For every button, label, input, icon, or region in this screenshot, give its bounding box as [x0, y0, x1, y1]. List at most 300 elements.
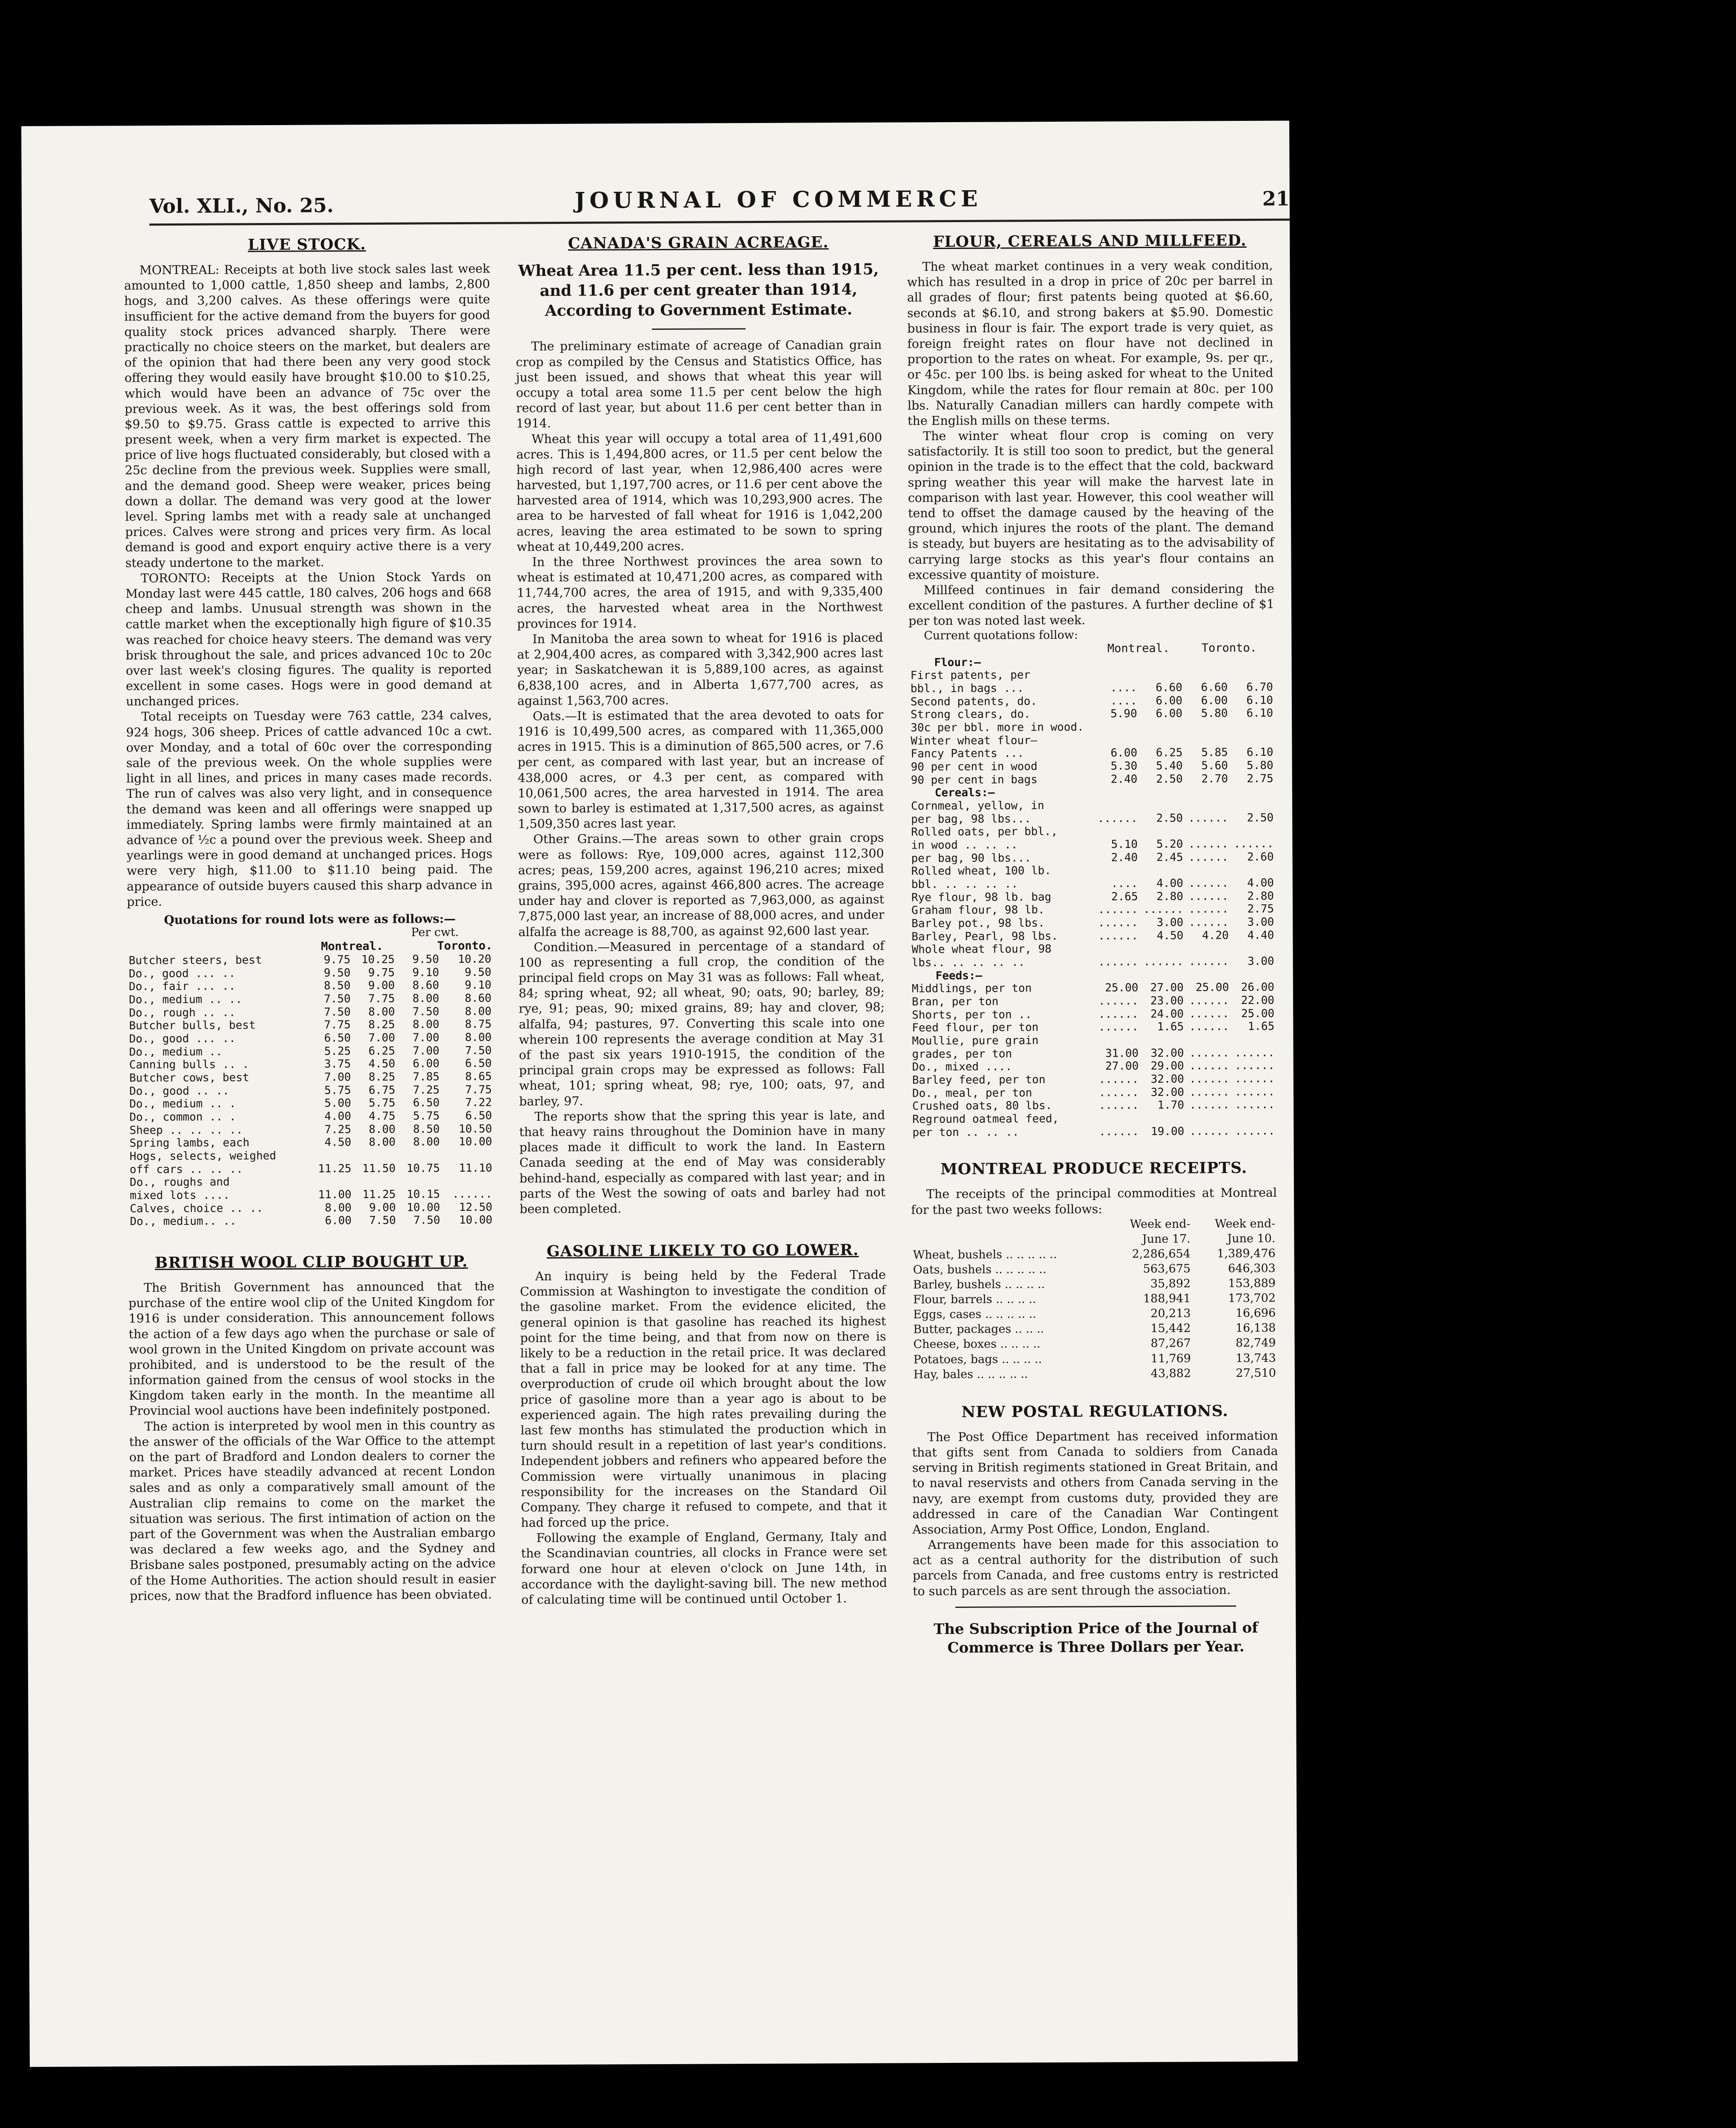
row-label: Cheese, boxes .. .. .. ..	[913, 1337, 1041, 1351]
price-cell: ......	[1235, 1085, 1275, 1098]
price-cell: 7.75	[465, 1083, 492, 1096]
price-cell	[1230, 864, 1276, 877]
price-cell: 5.10	[1111, 838, 1138, 851]
row-label: 90 per cent in bags	[911, 773, 1038, 787]
table-row	[911, 1098, 1276, 1113]
price-cell: 4.20	[1202, 929, 1229, 942]
row-label: Cornmeal, yellow, in	[911, 799, 1045, 813]
row-label: Graham flour, 98 lb.	[911, 904, 1045, 917]
price-cell: 2.75	[1247, 772, 1273, 785]
price-cell: ......	[1189, 1073, 1230, 1086]
row-label: Whole wheat flour, 98	[911, 943, 1052, 956]
price-cell: 8.00	[368, 1123, 396, 1136]
price-cell: 19.00	[1151, 1125, 1185, 1138]
row-label: Middlings, per ton	[911, 982, 1032, 995]
price-cell	[1230, 733, 1275, 746]
table-row	[910, 981, 1276, 995]
price-cell: ......	[1234, 1046, 1275, 1059]
price-cell: 9.10	[412, 966, 439, 979]
price-cell	[1231, 968, 1276, 981]
price-cell: 5.40	[1156, 759, 1183, 772]
price-cell	[1185, 824, 1230, 838]
price-cell: ......	[1189, 1098, 1230, 1112]
price-cell: ......	[1099, 1099, 1139, 1112]
postal-article	[912, 1428, 1279, 1599]
price-cell: 8.65	[465, 1070, 492, 1083]
price-cell: 10.75	[406, 1161, 440, 1175]
gasoline-title: GASOLINE LIKELY TO GO LOWER.	[546, 1241, 859, 1261]
price-cell: 8.00	[412, 992, 440, 1005]
price-cell	[1186, 1112, 1231, 1125]
price-cell: 8.00	[413, 1136, 440, 1149]
price-cell: 6.50	[465, 1057, 492, 1070]
table-row	[909, 746, 1275, 761]
price-cell: 10.50	[459, 1122, 492, 1136]
row-label: Do., good ... ..	[129, 1032, 236, 1046]
price-cell: 3.00	[1156, 916, 1184, 929]
price-cell: 11.50	[362, 1162, 396, 1175]
table-row	[128, 1096, 494, 1111]
col-toronto: Toronto.	[437, 939, 493, 953]
price-cell: 5.85	[1201, 746, 1228, 759]
receipt-cell: 2,286,654	[1132, 1247, 1191, 1261]
price-cell: ......	[1234, 1072, 1275, 1086]
price-cell: 3.75	[324, 1058, 351, 1071]
price-cell: 10.25	[361, 953, 395, 966]
table-row	[909, 838, 1275, 852]
table-row	[910, 877, 1276, 891]
produce-intro: The receipts of the principal commodities at Montreal for the past two weeks follows:	[911, 1186, 1277, 1217]
row-label: Reground oatmeal feed,	[912, 1112, 1059, 1126]
row-label: 90 per cent in wood	[911, 760, 1038, 774]
row-label: Barley, bushels .. .. .. ..	[913, 1278, 1045, 1292]
row-label: mixed lots ....	[129, 1189, 230, 1202]
price-cell: 6.50	[324, 1032, 351, 1045]
price-cell: 7.85	[413, 1070, 440, 1084]
price-cell: 8.25	[368, 1070, 395, 1084]
price-cell: 11.10	[459, 1161, 492, 1175]
table-row	[911, 1291, 1277, 1307]
price-cell: 7.00	[324, 1071, 351, 1084]
price-cell: 9.75	[368, 966, 395, 979]
price-cell: 7.50	[465, 1044, 492, 1057]
row-label: Cereals:—	[934, 786, 995, 800]
table-row	[128, 1161, 494, 1176]
price-cell: 6.00	[1201, 694, 1228, 707]
price-cell: ......	[1189, 1124, 1230, 1138]
paragraph: The British Government has announced that the purchase of the entire wool clip of the United Kingdom for 1916 is under consideration. This announcement follows the action of a few days ago when the purchase or sale of wool grown in the United Kingdom on private account was prohibited, and is understood to be the result of the information gained from the census of wool stocks in the Kingdom taken early in the month. In the meantime all Provincial wool auctions have been indefinitely postponed.	[128, 1279, 495, 1418]
table-row	[909, 733, 1275, 747]
price-cell	[1185, 1033, 1231, 1047]
price-cell: ......	[1098, 929, 1138, 943]
price-cell: 6.25	[1156, 746, 1183, 760]
col-montreal: Montreal.	[321, 939, 383, 953]
price-cell	[1185, 942, 1231, 955]
flour-table	[908, 641, 1276, 1139]
price-cell: 5.80	[1246, 759, 1273, 772]
paragraph: Oats.—It is estimated that the area devoted to oats for 1916 is 10,499,500 acres, as compared with 11,365,000 acres in 1915. This is a diminution of 865,500 acres, or 7.6 per cent, as compared with last year, but an increase of 438,000 acres, or 4.3 per cent, as compared with 10,061,500 acres, the area harvested in 1914. The area sown to barley is estimated at 1,317,500 acres, as against 1,509,350 acres last year.	[517, 707, 884, 831]
price-cell: 2.80	[1247, 890, 1274, 903]
table-row	[128, 1188, 494, 1202]
price-cell: ......	[1188, 811, 1228, 825]
row-label: Butcher cows, best	[129, 1071, 249, 1085]
price-cell	[1185, 864, 1231, 877]
table-row	[128, 1149, 494, 1163]
table-row	[127, 992, 493, 1007]
receipt-cell: 27,510	[1236, 1366, 1276, 1380]
table-row	[910, 994, 1276, 1009]
row-label: Eggs, cases .. .. .. .. ..	[913, 1307, 1036, 1321]
price-cell: 6.00	[1156, 707, 1183, 721]
price-cell	[1231, 1033, 1276, 1047]
price-cell: 6.50	[413, 1096, 440, 1110]
price-cell: 6.50	[465, 1109, 492, 1122]
price-cell: 4.40	[1247, 929, 1274, 942]
price-cell: 9.75	[323, 953, 351, 967]
row-label: Feed flour, per ton	[912, 1021, 1039, 1035]
table-row	[910, 850, 1276, 865]
row-label: Flour:—	[934, 656, 981, 669]
price-cell: 6.60	[1156, 681, 1182, 694]
price-cell: 11.25	[362, 1188, 396, 1201]
row-label: Butcher bulls, best	[129, 1019, 256, 1033]
receipt-cell: 153,889	[1228, 1276, 1276, 1290]
price-cell: 25.00	[1241, 1007, 1275, 1020]
price-cell	[1185, 968, 1231, 981]
table-row	[911, 1261, 1277, 1278]
livestock-article	[124, 261, 493, 910]
price-cell: ......	[1189, 1007, 1229, 1021]
row-label: Bran, per ton	[911, 995, 999, 1009]
paragraph: The Post Office Department has received information that gifts sent from Canada to soldiers from Canada serving in British regiments stationed in Great Britain, and to naval reservists and others from Canada serving in the navy, are exempt from customs duty, provided they are addressed in care of the Canadian War Contingent Association, Army Post Office, London, England.	[912, 1428, 1279, 1537]
row-label: Barley pot., 98 lbs.	[911, 916, 1045, 930]
row-label: Rye flour, 98 lb. bag	[911, 890, 1051, 904]
price-cell: 9.10	[465, 978, 491, 992]
price-cell	[1094, 864, 1139, 877]
row-label: 30c per bbl. more in wood.	[911, 721, 1084, 735]
row-label: Do., mixed ....	[912, 1060, 1012, 1074]
produce-col2b: June 10.	[1227, 1232, 1276, 1246]
table-row	[910, 1020, 1276, 1035]
price-cell: 8.00	[412, 1018, 440, 1031]
price-cell: 32.00	[1151, 1073, 1184, 1086]
price-cell: 6.00	[1111, 747, 1137, 760]
paragraph: Millfeed continues in fair demand considering the excellent condition of the pastures. A further decline of $1 per ton was noted last week.	[908, 581, 1275, 628]
price-cell	[442, 1175, 494, 1188]
price-cell: ......	[1099, 1086, 1139, 1099]
price-cell: 27.00	[1105, 1060, 1139, 1073]
row-label: grades, per ton	[912, 1047, 1012, 1061]
row-label: per ton .. .. ..	[912, 1126, 1019, 1139]
price-cell: 6.00	[325, 1214, 352, 1227]
produce-col1a: Week end-	[1130, 1217, 1191, 1231]
table-row	[128, 1136, 494, 1150]
row-label: Feeds:—	[935, 969, 982, 982]
receipt-cell: 43,882	[1151, 1367, 1191, 1380]
row-label: Fancy Patents ...	[911, 747, 1024, 761]
table-row	[912, 1365, 1278, 1382]
price-cell: 29.00	[1151, 1059, 1184, 1073]
table-row	[910, 929, 1276, 943]
col-montreal: Montreal.	[1107, 641, 1170, 655]
price-cell: ......	[452, 1187, 493, 1201]
price-cell: 7.00	[412, 1031, 440, 1044]
price-cell	[1184, 668, 1230, 681]
produce-table	[911, 1216, 1278, 1382]
price-cell: 12.50	[459, 1201, 493, 1214]
price-cell: 5.00	[324, 1097, 351, 1110]
row-label: Oats, bushels .. .. .. .. ..	[913, 1263, 1047, 1277]
price-cell: 8.75	[465, 1018, 492, 1031]
journal-name: JOURNAL OF COMMERCE	[574, 186, 982, 214]
receipt-cell: 35,892	[1150, 1277, 1191, 1291]
price-cell: ......	[1099, 1073, 1139, 1086]
price-cell	[1094, 825, 1139, 838]
price-cell	[353, 1175, 397, 1188]
table-row	[127, 966, 493, 980]
row-label: bbl. .. .. .. ..	[911, 878, 1018, 891]
price-cell	[1230, 824, 1276, 838]
price-cell: ......	[1189, 1046, 1230, 1060]
price-cell: ......	[1189, 1085, 1230, 1099]
price-cell: 7.25	[324, 1123, 351, 1136]
price-cell: 1.65	[1157, 1020, 1184, 1034]
price-cell: 11.25	[318, 1162, 351, 1176]
price-cell	[397, 1149, 442, 1162]
price-cell	[1139, 733, 1185, 747]
price-cell: ......	[1098, 1007, 1139, 1021]
livestock-table	[127, 939, 494, 1229]
price-cell: 5.80	[1201, 707, 1228, 720]
price-cell: 4.50	[368, 1057, 395, 1071]
price-cell: 2.70	[1201, 772, 1228, 785]
price-cell: ......	[1188, 916, 1229, 929]
row-label: Wheat, bushels .. .. .. .. ..	[913, 1247, 1057, 1262]
price-cell	[1139, 668, 1184, 681]
table-row	[912, 1350, 1278, 1367]
table-row	[911, 1124, 1276, 1139]
price-cell: 5.60	[1201, 759, 1228, 772]
price-cell: 2.45	[1156, 851, 1183, 864]
price-cell	[1140, 1034, 1186, 1047]
table-row	[911, 1276, 1277, 1293]
table-row	[909, 824, 1275, 839]
price-cell	[442, 1149, 494, 1162]
price-cell	[1230, 798, 1275, 812]
price-cell: 9.50	[412, 953, 439, 966]
paragraph: In the three Northwest provinces the area sown to wheat is estimated at 10,471,200 acres, as compared with 11,744,700 acres, the area of 1915, and with 9,335,400 acres, the harvested wheat area in the Northwest provinces for 1914.	[517, 553, 883, 631]
price-cell: 3.00	[1247, 955, 1274, 968]
row-label: Do., fair ... ..	[128, 980, 236, 993]
price-cell: 24.00	[1150, 1007, 1184, 1021]
price-cell: 27.00	[1150, 981, 1184, 995]
price-cell: ....	[1111, 877, 1138, 890]
table-row	[128, 1110, 494, 1124]
row-label: Butcher steers, best	[128, 953, 262, 967]
price-cell: 2.50	[1247, 811, 1274, 824]
price-cell	[1184, 720, 1230, 733]
price-cell	[1139, 720, 1185, 733]
row-label: Sheep .. .. .. ..	[129, 1123, 243, 1137]
row-label: lbs.. .. .. .. ..	[911, 956, 1025, 970]
table-row	[910, 968, 1276, 982]
table-row	[128, 1214, 494, 1228]
price-cell: 4.00	[1156, 877, 1183, 890]
price-cell: 10.20	[458, 952, 491, 966]
volume-number: Vol. XLI., No. 25.	[149, 194, 334, 218]
row-label: Do., meal, per ton	[912, 1086, 1032, 1100]
row-label: Shorts, per ton ..	[912, 1008, 1032, 1022]
price-cell: ......	[1098, 1021, 1139, 1034]
price-cell	[1140, 942, 1185, 955]
table-row	[127, 1031, 493, 1046]
price-cell	[353, 1149, 397, 1162]
price-cell: 7.00	[412, 1044, 440, 1058]
per-cwt-label: Per cwt.	[411, 925, 459, 939]
price-cell: 7.50	[413, 1214, 440, 1227]
receipt-cell: 87,267	[1151, 1337, 1191, 1350]
price-cell: ......	[1098, 903, 1138, 916]
price-cell: 2.65	[1111, 890, 1138, 903]
row-label: in wood .. .. ..	[911, 838, 1018, 852]
table-row	[911, 1321, 1277, 1337]
row-label: Rolled wheat, 100 lb.	[911, 864, 1051, 878]
row-label: Butter, packages .. .. ..	[913, 1322, 1044, 1336]
table-row	[909, 785, 1275, 800]
price-cell: 10.15	[406, 1188, 440, 1201]
row-label: Hogs, selects, weighed	[129, 1149, 277, 1163]
price-cell	[397, 1175, 442, 1188]
table-row	[127, 1044, 493, 1058]
table-row	[910, 1007, 1276, 1021]
price-cell	[1229, 668, 1275, 681]
price-cell	[1093, 655, 1139, 669]
receipt-cell: 16,696	[1235, 1306, 1276, 1320]
flour-article	[907, 258, 1274, 629]
table-row	[909, 681, 1275, 695]
flour-quote-caption: Current quotations follow:	[924, 628, 1078, 642]
price-cell: 9.50	[465, 966, 491, 979]
price-cell: ....	[1110, 681, 1137, 695]
table-row	[128, 1070, 494, 1085]
row-label: per bag, 98 lbs...	[911, 812, 1031, 826]
price-cell	[1095, 1112, 1141, 1125]
grain-title: CANADA'S GRAIN ACREAGE.	[568, 233, 829, 252]
price-cell	[1093, 668, 1139, 681]
receipt-cell: 82,749	[1236, 1336, 1276, 1350]
table-row	[911, 1306, 1277, 1322]
price-cell	[1231, 942, 1276, 955]
livestock-quote-caption: Quotations for round lots were as follows:—	[164, 911, 456, 927]
row-label: Canning bulls .. .	[129, 1058, 249, 1072]
table-row	[127, 1005, 493, 1019]
price-cell: 7.00	[368, 1031, 395, 1044]
table-row	[910, 864, 1276, 878]
row-label: Winter wheat flour—	[911, 734, 1037, 747]
paragraph: MONTREAL: Receipts at both live stock sales last week amounted to 1,000 cattle, 1,850 sheep and lambs, 2,800 hogs, and 3,200 calves. As these offerings were quite insufficient for the active demand from the buyers for good quality stock prices advanced sharply. There were practically no choice steers on the market, but dealers are of the opinion that had there been any very good stock offering they would easily have brought $10.00 to $10.25, which would have been an advance of 75c over the previous week. As it was, the best offerings sold from $9.50 to $9.75. Grass cattle is expected to arrive this present week, when a very firm market is expected. The price of live hogs fluctuated considerably, but closed with a 25c decline from the previous week. Supplies were small, and the demand good. Sheep were weaker, prices being down a dollar. The demand was very good at the lower level. Spring lambs met with a ready sale at unchanged prices. Calves were strong and prices very firm. As local demand is good and export enquiry active there is a very steady undertone to the market.	[124, 261, 491, 570]
receipt-cell: 16,138	[1235, 1321, 1276, 1335]
price-cell	[1231, 1112, 1277, 1125]
receipt-cell: 15,442	[1151, 1321, 1191, 1336]
row-label: Do., good ... ..	[128, 967, 236, 980]
price-cell	[1185, 798, 1230, 812]
price-cell: ......	[1098, 916, 1138, 930]
price-cell: 4.00	[1247, 876, 1274, 890]
row-label: Do., medium ..	[129, 1045, 223, 1059]
price-cell: 7.50	[412, 1005, 440, 1018]
paragraph: Wheat this year will occupy a total area of 11,491,600 acres. This is 1,494,800 acres, or 11.5 per cent below the high record of last year, when 12,986,400 acres were harvested, but 1,197,700 acres, or 11.6 per cent above the harvested area of 1914, which was 10,293,900 acres. The area to be harvested of fall wheat for 1916 is 1,042,200 acres, leaving the area estimated to be sown to spring wheat at 10,449,200 acres.	[516, 430, 883, 554]
livestock-title: LIVE STOCK.	[248, 235, 366, 254]
row-label: Do., roughs and	[129, 1176, 230, 1189]
price-cell	[1184, 655, 1229, 668]
price-cell: 1.70	[1157, 1098, 1185, 1112]
price-cell: ......	[1189, 955, 1229, 968]
price-cell	[1094, 942, 1140, 955]
price-cell: 10.00	[459, 1135, 492, 1149]
price-cell: ......	[1189, 994, 1229, 1007]
row-label: Potatoes, bags .. .. .. ..	[913, 1352, 1042, 1366]
price-cell: 9.50	[324, 966, 351, 979]
row-label: Barley, Pearl, 98 lbs.	[911, 930, 1058, 944]
price-cell: 6.60	[1201, 681, 1228, 694]
price-cell	[1184, 733, 1230, 747]
row-label: Do., medium .. ..	[128, 993, 243, 1007]
price-cell	[1095, 969, 1140, 982]
price-cell: 5.75	[324, 1084, 351, 1097]
table-row	[909, 811, 1275, 826]
price-cell	[1230, 720, 1275, 733]
price-cell: ......	[1188, 877, 1229, 890]
price-cell	[1139, 799, 1185, 812]
table-row	[128, 1083, 494, 1098]
paragraph: Other Grains.—The areas sown to other grain crops were as follows: Rye, 109,000 acres, against 112,300 acres; peas, 159,200 acres, against 196,210 acres; mixed grains, 395,000 acres, against 466,800 acres. The acreage under hay and clover is reported as 7,963,000, as against 7,875,000 last year, an increase of 88,000 acres, and under alfalfa the acreage is 88,700, as against 92,600 last year.	[518, 831, 885, 939]
price-cell: 25.00	[1105, 981, 1139, 995]
price-cell: ......	[1097, 812, 1138, 825]
price-cell: 4.75	[368, 1110, 396, 1123]
price-cell: 8.00	[465, 1031, 492, 1044]
grain-article	[516, 338, 885, 1217]
price-cell: 8.50	[324, 979, 351, 992]
table-row	[909, 772, 1275, 787]
price-cell: ......	[1234, 1059, 1275, 1073]
price-cell	[1139, 786, 1185, 799]
price-cell: 4.50	[1156, 929, 1184, 942]
table-row	[127, 1018, 493, 1033]
price-cell: ......	[1143, 955, 1184, 968]
column-1	[124, 235, 496, 1604]
receipt-cell: 646,303	[1228, 1261, 1276, 1276]
row-label: Second patents, do.	[910, 695, 1037, 708]
price-cell: 5.30	[1111, 759, 1138, 773]
table-row	[911, 1112, 1276, 1126]
table-row	[909, 668, 1275, 682]
price-cell: 6.00	[413, 1057, 440, 1070]
gasoline-article	[520, 1267, 887, 1608]
price-cell: 6.75	[368, 1084, 396, 1097]
grain-subtitle: Wheat Area 11.5 per cent. less than 1915, and 11.6 per cent greater than 1914, According to Government Estimate.	[518, 260, 879, 320]
table-row	[910, 890, 1276, 904]
row-label: Moullie, pure grain	[912, 1034, 1039, 1048]
price-cell: 32.00	[1151, 1086, 1184, 1099]
price-cell: 6.70	[1246, 681, 1273, 694]
paragraph: An inquiry is being held by the Federal Trade Commission at Washington to investigate the condition of the gasoline market. From the evidence elicited, the general opinion is that gasoline has reached its highest point for the time being, and that from now on there is likely to be a reduction in the retail price. It was declared that a fall in price may be looked for at any time. The overproduction of crude oil which brought about the low price of gasoline more than a year ago is about to be experienced again. The high rates prevailing during the last few months has stimulated the production which in turn should result in a repetition of last year's conditions. Independent jobbers and refiners who appeared before the Commission were virtually unanimous in placing responsibility for the increases on the Standard Oil Company. They charge it refused to compete, and that it had forced up the price.	[520, 1267, 887, 1530]
price-cell: 8.00	[368, 1136, 396, 1149]
price-cell: 7.50	[324, 1005, 351, 1019]
paragraph: The winter wheat flour crop is coming on very satisfactorily. It is still too soon to predict, but the general opinion in the trade is to the effect that the cold, backward spring weather this year will make the harvest late in comparison with last year. However, this cool weather will tend to offset the damage caused by the heaving of the ground, which injures the roots of the plant. The demand is steady, but buyers are hesitating as to the advisability of carrying large stocks as this year's flour contains an excessive quantity of moisture.	[908, 427, 1274, 582]
paragraph: The preliminary estimate of acreage of Canadian grain crop as compiled by the Census and Statistics Office, has just been issued, and shows that wheat this year will occupy a total area some 11.5 per cent below the high record of last year, but about 11.6 per cent better than in 1914.	[516, 338, 882, 431]
produce-col1b: June 17.	[1142, 1232, 1191, 1246]
receipt-cell: 13,743	[1236, 1351, 1276, 1365]
